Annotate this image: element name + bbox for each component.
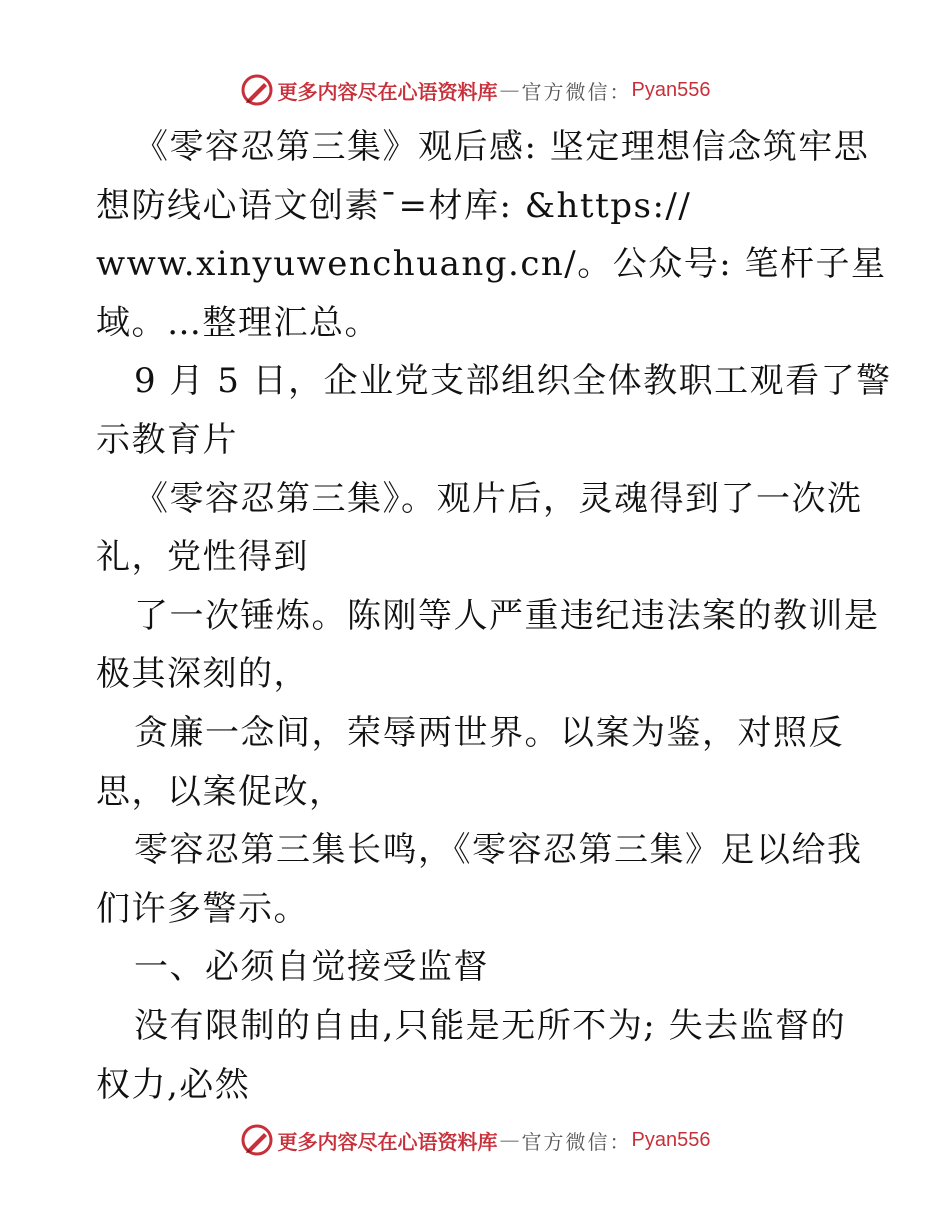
- section-heading: 一、必须自觉接受监督: [134, 947, 489, 988]
- text-line: 9 月 5 日，企业党支部组织全体教职工观看了警: [134, 361, 892, 402]
- text-line: 贪廉一念间，荣辱两世界。以案为鉴，对照反: [134, 712, 844, 753]
- banner-wechat-label: 官方微信：: [521, 1129, 632, 1154]
- banner-wechat-id: Pyan556: [631, 1128, 711, 1151]
- text-line: 《零容忍第三集》。观片后，灵魂得到了一次洗: [134, 478, 863, 519]
- text-line: 礼，党性得到: [96, 537, 309, 578]
- banner-wechat-id: Pyan556: [631, 78, 711, 101]
- pen-logo-icon: [240, 1123, 274, 1157]
- text-line: 域。…整理汇总。: [96, 302, 380, 343]
- banner-title: 更多内容尽在心语资料库: [277, 1129, 498, 1154]
- banner-title: 更多内容尽在心语资料库: [277, 79, 498, 104]
- text-line: 示教育片: [96, 419, 238, 460]
- text-line: 没有限制的自由,只能是无所不为; 失去监督的: [134, 1005, 847, 1046]
- text-line: 《零容忍第三集》观后感: 坚定理想信念筑牢思: [134, 127, 870, 167]
- text-line: 零容忍第三集长鸣，《零容忍第三集》足以给我: [134, 830, 863, 871]
- document-body: [96, 118, 892, 1114]
- header-banner: [0, 70, 950, 110]
- pen-logo-icon: [240, 73, 274, 107]
- text-line: 了一次锤炼。陈刚等人严重违纪违法案的教训是: [134, 595, 880, 636]
- text-line: 极其深刻的，: [96, 654, 309, 695]
- text-line: 权力,必然: [96, 1064, 251, 1105]
- banner-wechat-label: 官方微信：: [521, 79, 632, 104]
- banner-dash: —: [499, 1128, 520, 1152]
- banner-dash: —: [499, 78, 520, 102]
- text-line: 想防线心语文创素¯=材库: &https://: [96, 185, 692, 226]
- text-line: 们许多警示。: [96, 888, 309, 929]
- text-line: www.xinyuwenchuang.cn/。公众号: 笔杆子星: [96, 244, 887, 285]
- text-line: 思，以案促改，: [96, 771, 345, 812]
- footer-banner: [0, 1120, 950, 1160]
